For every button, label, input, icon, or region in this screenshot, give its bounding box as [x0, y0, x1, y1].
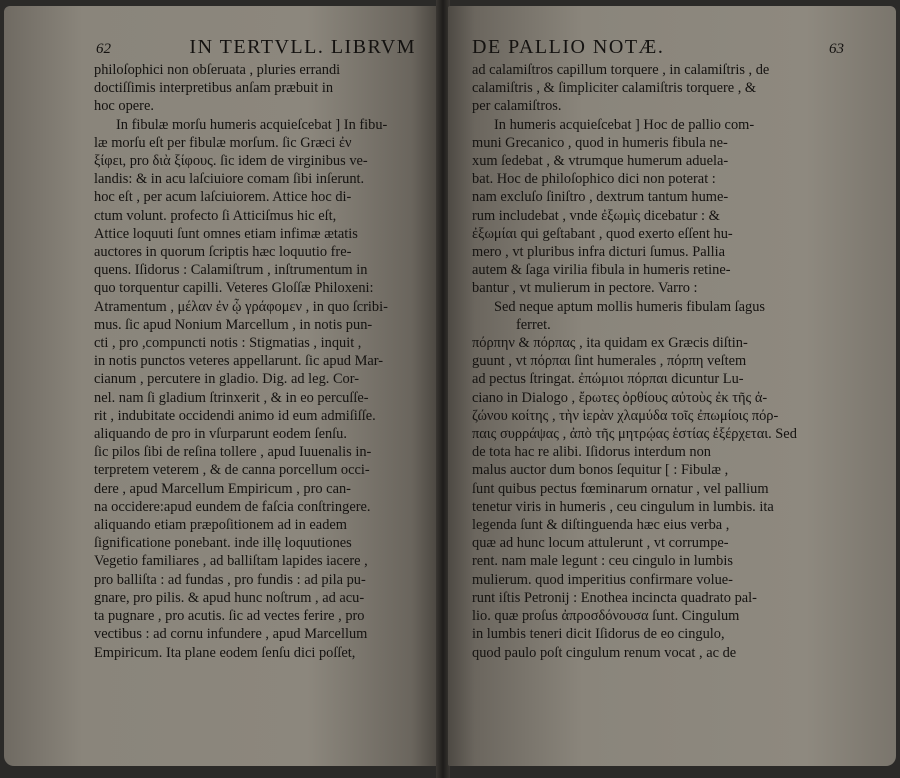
text-line: rum includebat , vnde ἐξωμὶς dicebatur : &: [472, 207, 720, 224]
text-line: autem & ſaga virilia fibula in humeris retine-: [472, 262, 731, 279]
text-line: In fibulæ morſu humeris acquieſcebat ] In fibu-: [116, 116, 388, 133]
text-line: Sed neque aptum mollis humeris fibulam ſagus: [494, 298, 765, 315]
text-line: de tota hac re alibi. Iſidorus interdum non: [472, 444, 711, 461]
left-page-text: [94, 61, 416, 662]
text-line: na occidere:apud eundem de faſcia conſtringere.: [94, 498, 371, 515]
right-page-number: 63: [829, 41, 844, 57]
text-line: rit , indubitate occidendi animo id eum admiſiſſe.: [94, 407, 376, 424]
text-line: ἐξωμίαι qui geſtabant , quod exerto eſſent hu-: [472, 225, 733, 242]
text-line: ciano in Dialogo , ἔρωτες ὀρθίους αὐτοὺς ἐκ τῆς ἀ-: [472, 389, 768, 406]
text-line: hoc eſt , per acum laſciuiorem. Attice hoc di-: [94, 189, 352, 206]
text-line: læ morſu eſt per fibulæ morſum. ſic Græci ἐν: [94, 134, 352, 151]
text-line: quens. Iſidorus : Calamiſtrum , inſtrumentum in: [94, 262, 368, 279]
text-line: nam excluſo ſiniſtro , dextrum tantum hume-: [472, 189, 729, 206]
left-page-number: 62: [96, 41, 111, 57]
text-line: malus auctor dum bonos ſequitur [ : Fibulæ ,: [472, 462, 729, 479]
text-line: ta pugnare , pro acutis. ſic ad vectes ferire , pro: [94, 608, 365, 625]
text-line: Vegetio familiares , ad balliſtam lapides iacere ,: [94, 553, 368, 570]
text-line: landis: & in acu laſciuiore comam ſibi inſerunt.: [94, 171, 365, 188]
text-line: in lumbis teneri dicit Iſidorus de eo cingulo,: [472, 626, 725, 643]
text-line: ſignificatione ponebant. inde illę loquutiones: [94, 535, 352, 552]
text-line: παις συρράψας , ἀπὸ τῆς μητρῴας ἑστίας ἐξέρχεται. Sed: [472, 426, 797, 443]
text-line: aliquando etiam præpoſitionem ad in eadem: [94, 517, 347, 534]
text-line: In humeris acquieſcebat ] Hoc de pallio com-: [494, 116, 755, 133]
text-line: per calamiſtros.: [472, 98, 562, 115]
left-running-head: [96, 36, 416, 59]
text-line: terpretem veterem , & de canna porcellum occi-: [94, 462, 370, 479]
left-running-title: IN TERTVLL. LIBRVM: [189, 36, 416, 58]
text-line: quo torquentur capilli. Veteres Gloſſæ Philoxeni:: [94, 280, 374, 297]
text-line: xum ſedebat , & vtrumque humerum aduela-: [472, 153, 729, 170]
right-page-text: [472, 61, 844, 662]
text-line: vectibus : ad cornu infundere , apud Marcellum: [94, 626, 368, 643]
text-line: auctores in quorum ſcriptis hæc loquutio fre-: [94, 244, 352, 261]
text-line: bantur , vt mulierum in pectore. Varro :: [472, 280, 698, 297]
text-line: pro balliſta : ad fundas , pro fundis : ad pila pu-: [94, 571, 366, 588]
text-line: ſunt quibus pectus fœminarum ornatur , vel pallium: [472, 480, 769, 497]
text-line: cianum , percutere in gladio. Dig. ad leg. Cor-: [94, 371, 360, 388]
text-line: rent. nam male legunt : ceu cingulo in lumbis: [472, 553, 733, 570]
right-running-head: [472, 36, 844, 59]
text-line: philoſophici non obſeruata , pluries errandi: [94, 62, 341, 78]
text-line: ferret.: [516, 316, 551, 333]
text-line: ζώνου κοίτης , τὴν ἱερὰν χλαμύδα τοῖς ἐπωμίοις πόρ-: [472, 407, 779, 424]
text-line: doctiſſimis interpretibus anſam præbuit in: [94, 80, 334, 97]
text-line: gnare, pro pilis. & apud hunc noſtrum , ad acu-: [94, 589, 365, 606]
text-line: legenda ſunt & diſtinguenda hæc eius verba ,: [472, 517, 730, 534]
text-line: tenetur viris in humeris , ceu cingulum in lumbis. ita: [472, 498, 774, 515]
text-line: ſic pilos ſibi de reſina tollere , apud Iuuenalis in-: [94, 444, 372, 461]
text-line: Atramentum , μέλαν ἐν ᾧ γράφομεν , in quo ſcribi-: [94, 298, 388, 315]
text-line: ctum volunt. profecto ſi Atticiſmus hic eſt,: [94, 207, 337, 224]
text-line: Attice loquuti ſunt omnes etiam infimæ ætatis: [94, 225, 358, 242]
text-line: mulierum. quod imperitius confirmare volue-: [472, 571, 733, 588]
text-line: mero , vt pluribus infra dicturi ſumus. Pallia: [472, 244, 725, 261]
text-line: Empiricum. Ita plane eodem ſenſu dici poſſet,: [94, 644, 356, 661]
text-line: ξίφει, pro διὰ ξίφους. ſic idem de virginibus ve-: [94, 153, 368, 170]
text-line: aliquando de pro in vſurparunt eodem ſenſu.: [94, 426, 347, 443]
left-page: [4, 6, 438, 766]
text-line: runt iſtis Petronij : Enothea incincta quadrato pal-: [472, 589, 757, 606]
text-line: nel. nam ſi gladium ſtrinxerit , & in eo percuſſe-: [94, 389, 369, 406]
right-running-title: DE PALLIO NOTÆ.: [472, 36, 665, 58]
text-line: calamiſtris , & ſimpliciter calamiſtris torquere , &: [472, 80, 757, 97]
text-line: mus. ſic apud Nonium Marcellum , in notis pun-: [94, 316, 373, 333]
text-line: πόρπην & πόρπας , ita quidam ex Græcis diſtin-: [472, 335, 748, 352]
text-line: hoc opere.: [94, 98, 154, 115]
text-line: ad pectus ſtringat. ἐπώμιοι πόρπαι dicuntur Lu-: [472, 371, 744, 388]
text-line: in notis punctos veteres appellarunt. ſic apud Mar-: [94, 353, 384, 370]
text-line: bat. Hoc de philoſophico dici non poterat :: [472, 171, 716, 188]
text-line: lio. quæ proſus ἀπροσδόνουσα ſunt. Cingulum: [472, 608, 740, 625]
text-line: guunt , vt πόρπαι ſint humerales , πόρπη veſtem: [472, 353, 747, 370]
text-line: dere , apud Marcellum Empiricum , pro can-: [94, 480, 351, 497]
text-line: cti , pro ,compuncti notis : Stigmatias , inquit ,: [94, 335, 362, 352]
text-line: quæ ad hunc locum attulerunt , vt corrumpe-: [472, 535, 729, 552]
text-line: ad calamiſtros capillum torquere , in calamiſtris , de: [472, 62, 770, 78]
text-line: muni Grecanico , quod in humeris fibula ne-: [472, 134, 728, 151]
right-page: [448, 6, 896, 766]
text-line: quod paulo poſt cingulum renum vocat , ac de: [472, 644, 737, 661]
